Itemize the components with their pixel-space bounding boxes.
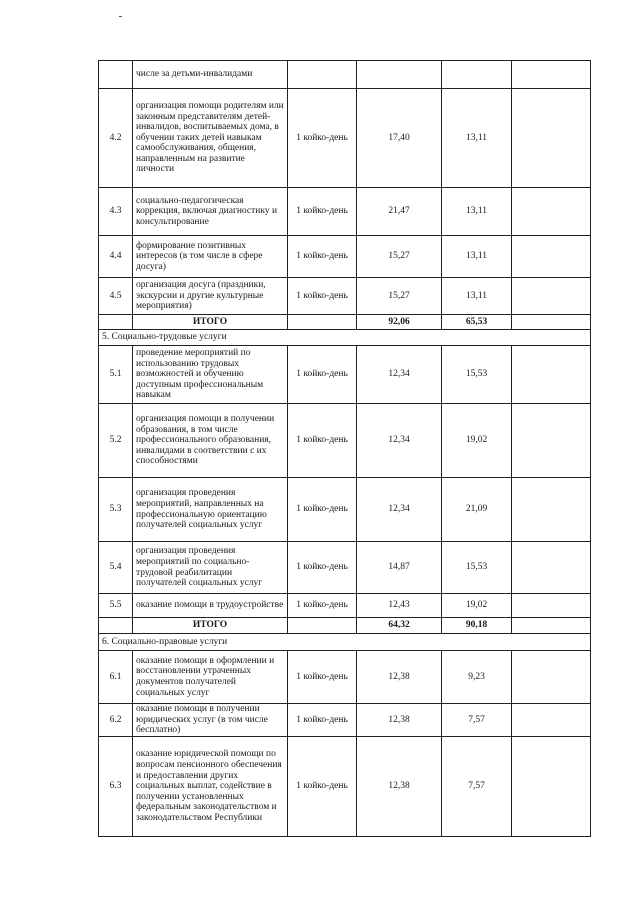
empty-cell xyxy=(512,89,591,188)
row-number: 5.3 xyxy=(99,478,133,542)
total-unit-cell xyxy=(288,315,357,330)
value-2: 15,53 xyxy=(442,346,512,404)
unit-of-service: 1 койко-день xyxy=(288,542,357,594)
unit-of-service: 1 койко-день xyxy=(288,478,357,542)
value-2: 19,02 xyxy=(442,594,512,618)
table-row xyxy=(99,346,591,404)
service-name: организация досуга (праздники, экскурсии и другие культурные мероприятия) xyxy=(133,278,288,315)
row-number: 4.4 xyxy=(99,236,133,278)
empty-cell xyxy=(512,651,591,704)
unit-of-service xyxy=(288,61,357,89)
total-value-2: 90,18 xyxy=(442,618,512,634)
empty-cell xyxy=(512,346,591,404)
empty-cell xyxy=(512,704,591,737)
table-row xyxy=(99,542,591,594)
section-header-row xyxy=(99,330,591,346)
row-number: 4.5 xyxy=(99,278,133,315)
table-row xyxy=(99,61,591,89)
service-name: организация помощи в получении образования, в том числе профессионального образования, инвалидами в соответствии с их способностями xyxy=(133,404,288,478)
value-1: 12,34 xyxy=(357,404,442,478)
empty-cell xyxy=(512,478,591,542)
total-num-cell xyxy=(99,618,133,634)
section-title: 5. Социально-трудовые услуги xyxy=(99,330,591,346)
value-1 xyxy=(357,61,442,89)
table-row xyxy=(99,651,591,704)
unit-of-service: 1 койко-день xyxy=(288,594,357,618)
empty-cell xyxy=(512,278,591,315)
value-2: 13,11 xyxy=(442,236,512,278)
service-name: проведение мероприятий по использованию трудовых возможностей и обучению доступным профессиональным навыкам xyxy=(133,346,288,404)
empty-cell xyxy=(512,594,591,618)
table-body xyxy=(99,61,591,837)
row-number: 6.1 xyxy=(99,651,133,704)
services-tariff-table xyxy=(98,60,591,837)
section-header-row xyxy=(99,634,591,651)
table-row xyxy=(99,236,591,278)
total-label: ИТОГО xyxy=(133,315,288,330)
row-number: 5.4 xyxy=(99,542,133,594)
value-2: 15,53 xyxy=(442,542,512,594)
table-row xyxy=(99,737,591,837)
service-name: формирование позитивных интересов (в том числе в сфере досуга) xyxy=(133,236,288,278)
empty-cell xyxy=(512,61,591,89)
value-2 xyxy=(442,61,512,89)
table-row xyxy=(99,188,591,236)
row-number: 6.3 xyxy=(99,737,133,837)
empty-cell xyxy=(512,404,591,478)
value-2: 13,11 xyxy=(442,89,512,188)
scan-mark xyxy=(119,16,122,17)
unit-of-service: 1 койко-день xyxy=(288,404,357,478)
service-name: оказание помощи в трудоустройстве xyxy=(133,594,288,618)
value-1: 12,34 xyxy=(357,346,442,404)
empty-cell xyxy=(512,542,591,594)
table-row xyxy=(99,478,591,542)
table-row xyxy=(99,278,591,315)
total-row xyxy=(99,315,591,330)
service-name: оказание помощи в получении юридических услуг (в том числе бесплатно) xyxy=(133,704,288,737)
value-1: 15,27 xyxy=(357,278,442,315)
row-number: 5.2 xyxy=(99,404,133,478)
service-name: числе за детьми-инвалидами xyxy=(133,61,288,89)
unit-of-service: 1 койко-день xyxy=(288,278,357,315)
service-name: организация проведения мероприятий по социально-трудовой реабилитации получателей социальных услуг xyxy=(133,542,288,594)
total-value-2: 65,53 xyxy=(442,315,512,330)
unit-of-service: 1 койко-день xyxy=(288,188,357,236)
total-value-1: 64,32 xyxy=(357,618,442,634)
row-number: 5.5 xyxy=(99,594,133,618)
table-row xyxy=(99,89,591,188)
row-number xyxy=(99,61,133,89)
table-row xyxy=(99,594,591,618)
total-row xyxy=(99,618,591,634)
total-value-1: 92,06 xyxy=(357,315,442,330)
section-title: 6. Социально-правовые услуги xyxy=(99,634,591,651)
value-1: 15,27 xyxy=(357,236,442,278)
value-1: 12,38 xyxy=(357,651,442,704)
empty-cell xyxy=(512,188,591,236)
unit-of-service: 1 койко-день xyxy=(288,89,357,188)
row-number: 5.1 xyxy=(99,346,133,404)
total-num-cell xyxy=(99,315,133,330)
value-1: 12,38 xyxy=(357,737,442,837)
row-number: 4.3 xyxy=(99,188,133,236)
service-name: оказание помощи в оформлении и восстановлении утраченных документов получателей социальных услуг xyxy=(133,651,288,704)
value-2: 13,11 xyxy=(442,278,512,315)
empty-cell xyxy=(512,236,591,278)
service-name: организация проведения мероприятий, направленных на профессиональную ориентацию получателей социальных услуг xyxy=(133,478,288,542)
value-2: 7,57 xyxy=(442,704,512,737)
unit-of-service: 1 койко-день xyxy=(288,737,357,837)
total-unit-cell xyxy=(288,618,357,634)
value-1: 12,34 xyxy=(357,478,442,542)
value-1: 12,38 xyxy=(357,704,442,737)
empty-cell xyxy=(512,315,591,330)
value-2: 13,11 xyxy=(442,188,512,236)
value-1: 21,47 xyxy=(357,188,442,236)
value-1: 17,40 xyxy=(357,89,442,188)
empty-cell xyxy=(512,618,591,634)
value-2: 7,57 xyxy=(442,737,512,837)
row-number: 6.2 xyxy=(99,704,133,737)
value-2: 21,09 xyxy=(442,478,512,542)
table-row xyxy=(99,704,591,737)
service-name: социально-педагогическая коррекция, включая диагностику и консультирование xyxy=(133,188,288,236)
value-1: 12,43 xyxy=(357,594,442,618)
row-number: 4.2 xyxy=(99,89,133,188)
value-1: 14,87 xyxy=(357,542,442,594)
value-2: 9,23 xyxy=(442,651,512,704)
value-2: 19,02 xyxy=(442,404,512,478)
service-name: оказание юридической помощи по вопросам пенсионного обеспечения и предоставления других социальных выплат, содействие в получении установленных федеральным законодательством и законодательством Республики xyxy=(133,737,288,837)
table-row xyxy=(99,404,591,478)
unit-of-service: 1 койко-день xyxy=(288,346,357,404)
service-name: организация помощи родителям или законным представителям детей-инвалидов, воспитываемых дома, в обучении таких детей навыкам самообслуживания, общения, направленным на развитие личности xyxy=(133,89,288,188)
total-label: ИТОГО xyxy=(133,618,288,634)
unit-of-service: 1 койко-день xyxy=(288,651,357,704)
unit-of-service: 1 койко-день xyxy=(288,704,357,737)
unit-of-service: 1 койко-день xyxy=(288,236,357,278)
empty-cell xyxy=(512,737,591,837)
